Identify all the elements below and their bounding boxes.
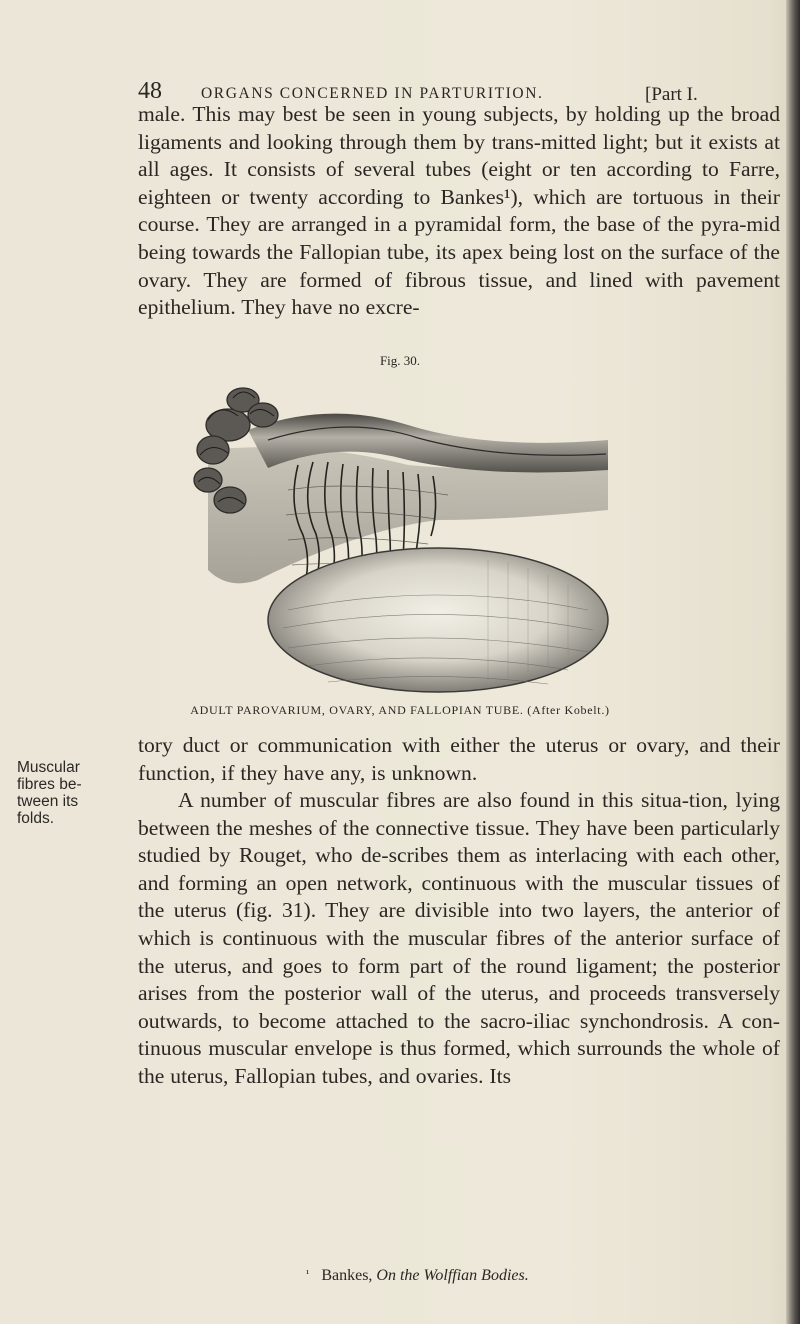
figure-label: Fig. 30.: [379, 353, 421, 368]
footnote-marker: ¹: [306, 1268, 310, 1280]
margin-note: [17, 759, 117, 827]
engraving-image: [188, 370, 613, 700]
margin-note-line: tween its: [17, 793, 79, 810]
margin-note-line: Muscular: [17, 759, 80, 776]
footnote: [306, 1267, 529, 1285]
running-title: ORGANS CONCERNED IN PARTURITION.: [201, 85, 544, 102]
footnote-author: Bankes,: [321, 1267, 373, 1284]
footnote-title: On the Wolffian Bodies.: [376, 1267, 529, 1284]
paragraph-muscular-fibres: A number of muscular fibres are also found in this situa-tion, lying between the meshes of the connective tissue. They have been particularly studied by Rouget, who de-scribes them as interlacing with each other, and forming an open network, continuous with the muscular tissues of the uterus (fig. 31). They are divisible into two layers, the anterior of which is continuous with the muscular fibres of the anterior surface of the uterus, and goes to form part of the round ligament; the posterior arises from the posterior wall of the uterus, and proceeds transversely outwards, to become attached to the sacro-iliac synchondrosis. A con-tinuous muscular envelope is thus formed, which surrounds the whole of the uterus, Fallopian tubes, and ovaries. Its: [138, 788, 780, 1088]
figure-illustration: [188, 370, 613, 700]
paragraph-continuation: tory duct or communication with either the uterus or ovary, and their function, if they have any, is unknown.: [138, 733, 780, 785]
page-edge-shadow: [786, 0, 800, 1324]
paragraph-parovarium: male. This may best be seen in young subjects, by holding up the broad ligaments and looking through them by trans-mitted light; but it exists at all ages. It consists of several tubes (eight or ten according to Farre, eighteen or twenty according to Bankes¹), which are tortuous in their course. They are arranged in a pyramidal form, the base of the pyra-mid being towards the Fallopian tube, its apex being lost on the surface of the ovary. They are formed of fibrous tissue, and lined with pavement epithelium. They have no excre-: [138, 102, 780, 320]
page-number: 48: [138, 78, 162, 104]
figure-caption: ADULT PAROVARIUM, OVARY, AND FALLOPIAN TUBE. (After Kobelt.): [190, 703, 610, 717]
part-label: [Part I.: [645, 84, 698, 105]
margin-note-line: fibres be-: [17, 776, 82, 793]
margin-note-line: folds.: [17, 810, 55, 827]
